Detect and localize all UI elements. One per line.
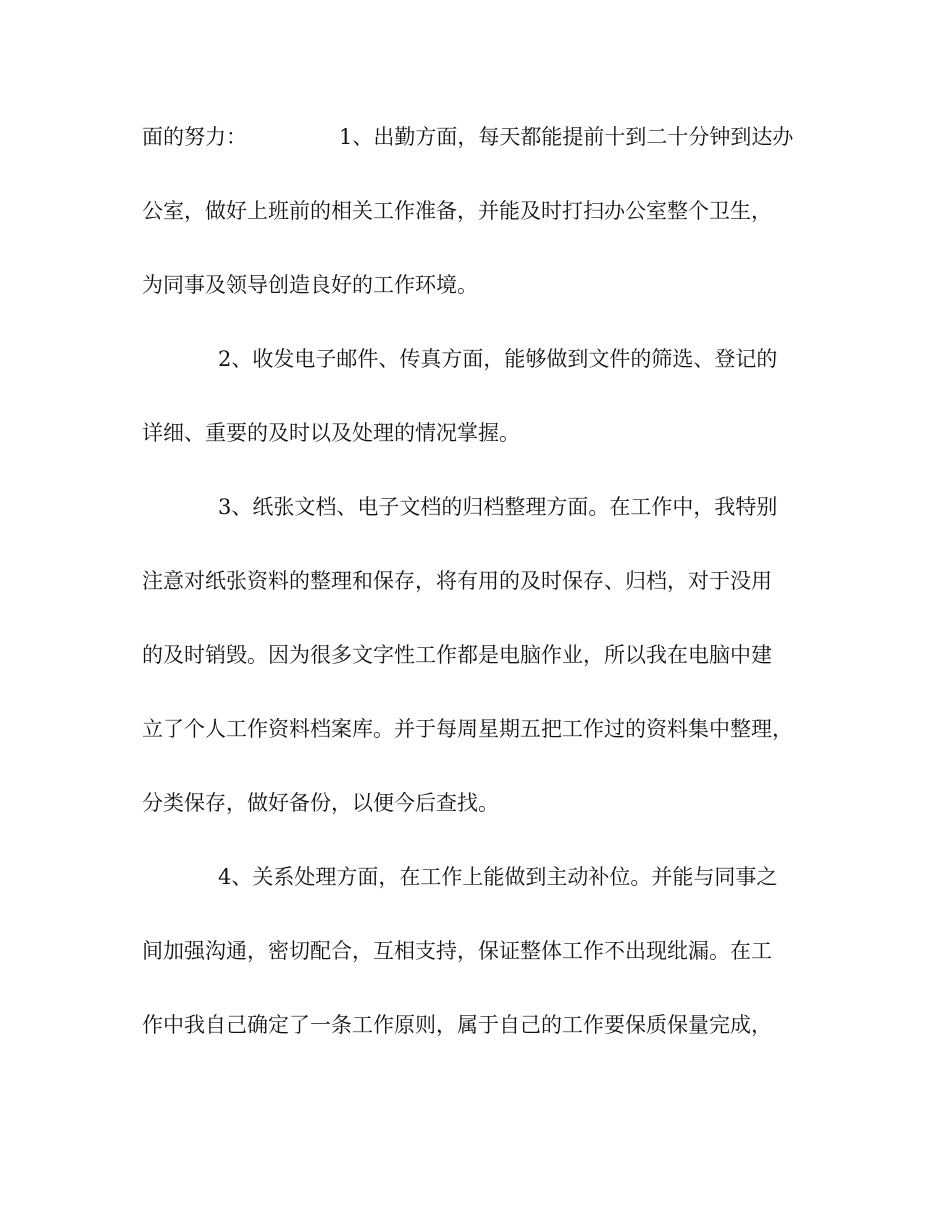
text-line: 为同事及领导创造良好的工作环境。 bbox=[142, 273, 478, 297]
text-line: 间加强沟通，密切配合，互相支持，保证整体工作不出现纰漏。在工 bbox=[142, 939, 772, 963]
paragraph-start-line: 4、关系处理方面，在工作上能做到主动补位。并能与同事之 bbox=[218, 865, 778, 889]
text-line: 作中我自己确定了一条工作原则，属于自己的工作要保质保量完成， bbox=[142, 1013, 772, 1037]
paragraph-start-line: 2、收发电子邮件、传真方面，能够做到文件的筛选、登记的 bbox=[218, 347, 778, 371]
text-line: 分类保存，做好备份，以便今后查找。 bbox=[142, 791, 499, 815]
text-line: 注意对纸张资料的整理和保存，将有用的及时保存、归档，对于没用 bbox=[142, 569, 772, 593]
text-line-tail: 1、出勤方面，每天都能提前十到二十分钟到达办 bbox=[339, 125, 794, 149]
document-body bbox=[142, 125, 812, 1087]
text-line: 公室，做好上班前的相关工作准备，并能及时打扫办公室整个卫生， bbox=[142, 199, 772, 223]
text-line: 的及时销毁。因为很多文字性工作都是电脑作业，所以我在电脑中建 bbox=[142, 643, 772, 667]
text-line-head: 面的努力： bbox=[142, 125, 247, 149]
text-line: 详细、重要的及时以及处理的情况掌握。 bbox=[142, 421, 520, 445]
paragraph-start-line: 3、纸张文档、电子文档的归档整理方面。在工作中，我特别 bbox=[218, 495, 778, 519]
text-line: 立了个人工作资料档案库。并于每周星期五把工作过的资料集中整理， bbox=[142, 717, 793, 741]
text-line bbox=[142, 125, 812, 150]
